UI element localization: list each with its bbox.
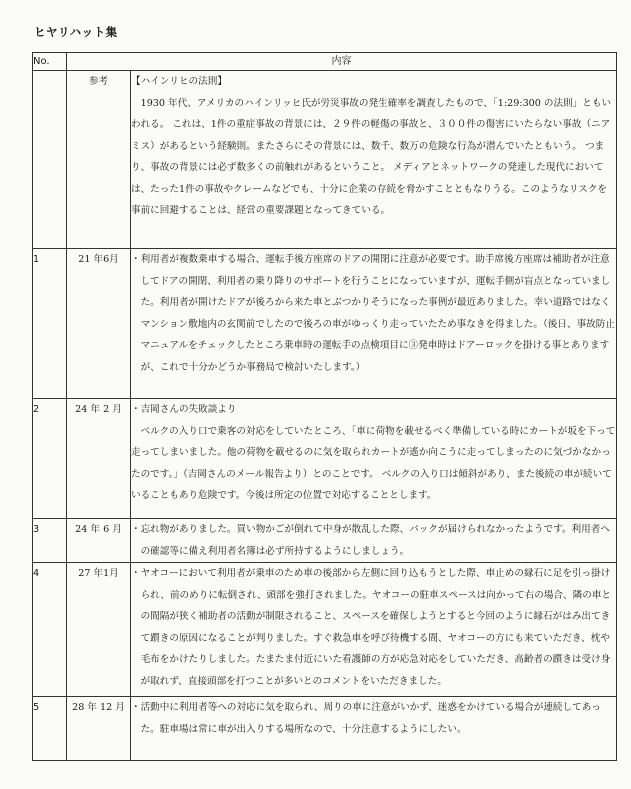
entry-date: 21 年6月 <box>67 249 131 399</box>
table-row <box>33 71 617 249</box>
entry-text: ・ヤオコーにおいて利用者が乗車のため車の後部から左側に回り込もうとした際、車止めの縁石に足を引っ掛けられ、前のめりに転倒され、頭部を強打されました。ヤオコーの駐車スペースは向かって右の場合、隣の車との間隔が狭く補助者の活動が制限されること、スペースを確保しようとすると今回のように縁石がはみ出てきて躓きの原因になることが判りました。すぐ救急車を呼び待機する間、ヤオコーの方にも来ていただき、枕や毛布をかけたりしました。たまたま付近にいた看護師の方が応急対応をしていただき、高齢者の躓きは受け身が取れず、直接頭部を打つことが多いとのコメントをいただきました。 <box>131 568 611 687</box>
entry-no <box>33 71 67 249</box>
entry-content <box>131 71 617 249</box>
entry-date: 24 年 6 月 <box>67 519 131 563</box>
entry-text: 1930 年代、アメリカのハインリッヒ氏が労災事故の発生確率を調査したもので、「1:29:300 の法則」ともいわれる。 これは、1件の重症事故の背景には、２９件の軽傷の事故と、３００件の傷害にいたらない事故（ニアミス）があるという経験則。またさらにその背景には、数千、数万の危険な行為が潜んでいたともいう。 つまり、事故の背景には必ず数多くの前触れがあるということ。 メディアとネットワークの発達した現代においては、たった1件の事故やクレームなどでも、十分に企業の存続を脅かすことともなりうる。このようなリスクを事前に回避することは、経営の重要課題となってきている。 <box>131 97 612 216</box>
table-header-row <box>33 53 617 71</box>
table-row <box>33 563 617 697</box>
table-row <box>33 519 617 563</box>
entry-heading: 【ハインリヒの法則】 <box>131 76 227 87</box>
document-title: ヒヤリハット集 <box>34 25 118 39</box>
entry-no: 1 <box>33 249 67 399</box>
entry-date: 参考 <box>67 71 131 249</box>
entry-text: ・活動中に利用者等への対応に気を取られ、周りの車に注意がいかず、迷惑をかけている場合が連続してあった。駐車場は常に車が出入りする場所なので、十分注意するようにしたい。 <box>131 702 601 735</box>
hiyari-hatto-table <box>32 52 617 761</box>
entry-content <box>131 399 617 519</box>
entry-content <box>131 249 617 399</box>
table-row <box>33 249 617 399</box>
table-row <box>33 399 617 519</box>
entry-no: 5 <box>33 697 67 761</box>
entry-date: 27 年1月 <box>67 563 131 697</box>
entry-date: 28 年 12 月 <box>67 697 131 761</box>
entry-note: ベルクの入り口で乗客の対応をしていたところ、「車に荷物を載せるべく準備している時にカートが坂を下って走ってしまいました。他の荷物を載せるのに気を取られカートが遙か向こうに走ってしまったのに気づかなかったのです。」（吉岡さんのメール報告より）とのことです。 ベルクの入り口は傾斜があり、また後続の車が続いていることもあり危険です。今後は所定の位置で対応することとします。 <box>131 425 616 501</box>
entry-text: ・利用者が複数乗車する場合、運転手後方座席のドアの開閉に注意が必要です。助手席後方座席は補助者が注意してドアの開閉、利用者の乗り降りのサポートを行うことになっていますが、運転手側が盲点となっていました。利用者が開けたドアが後ろから来た車とぶつかりそうになった事例が最近ありました。幸い道路ではなくマンション敷地内の玄関前でしたので後ろの車がゆっくり走っていたため事なきを得ました。（後日、事故防止マニュアルをチェックしたところ乗車時の運転手の点検項目に③発車時はドアーロックを掛ける事とありますが、これで十分かどうか事務局で検討いたします。） <box>131 254 615 373</box>
entry-content <box>131 563 617 697</box>
entry-text: ・吉岡さんの失敗談より <box>131 404 237 415</box>
entry-date: 24 年 2 月 <box>67 399 131 519</box>
entry-no: 3 <box>33 519 67 563</box>
entry-content <box>131 697 617 761</box>
table-row <box>33 697 617 761</box>
entry-no: 2 <box>33 399 67 519</box>
entry-no: 4 <box>33 563 67 697</box>
header-content: 内容 <box>67 53 617 71</box>
header-no: No. <box>33 53 67 71</box>
entry-content <box>131 519 617 563</box>
entry-text: ・忘れ物がありました。買い物かごが倒れて中身が散乱した際、バックが届けられなかったようです。利用者への確認等に備え利用者名簿は必ず所持するようにしましょう。 <box>131 524 610 557</box>
